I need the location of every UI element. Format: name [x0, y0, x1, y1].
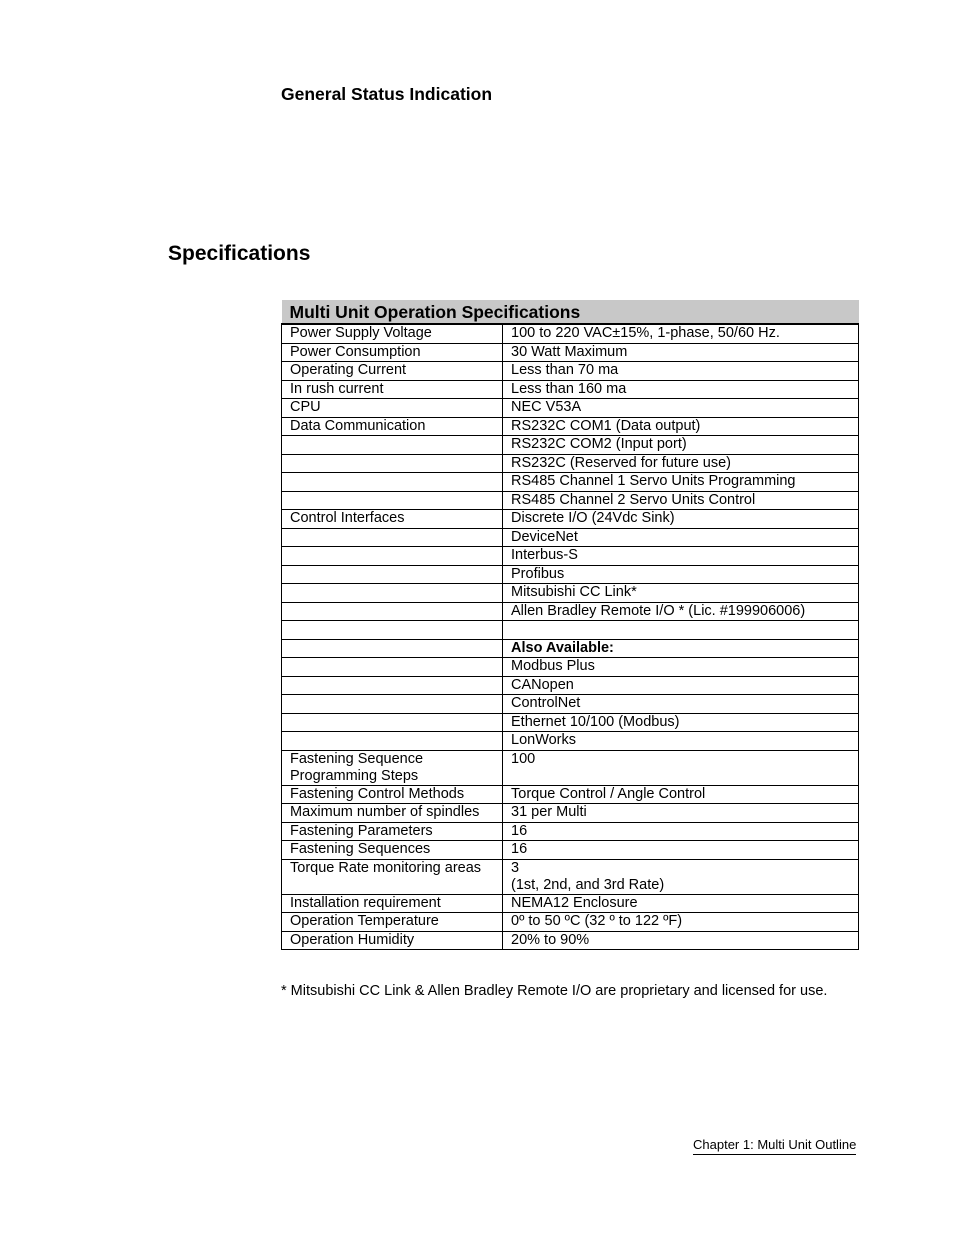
spec-value: RS232C COM1 (Data output) — [503, 417, 859, 436]
spec-label — [282, 658, 503, 677]
table-row — [282, 621, 859, 640]
spec-label: Maximum number of spindles — [282, 804, 503, 823]
spec-value-line: (1st, 2nd, and 3rd Rate) — [511, 876, 665, 893]
spec-label — [282, 584, 503, 603]
table-row — [282, 436, 859, 455]
table-row — [282, 931, 859, 950]
spec-label — [282, 528, 503, 547]
spec-value: 16 — [503, 822, 859, 841]
spec-label: In rush current — [282, 380, 503, 399]
table-row — [282, 565, 859, 584]
table-body — [282, 324, 859, 950]
spec-label: Power Consumption — [282, 343, 503, 362]
table-row — [282, 510, 859, 529]
spec-label: Operating Current — [282, 362, 503, 381]
section-heading-specifications: Specifications — [168, 242, 311, 265]
table-row — [282, 602, 859, 621]
spec-value: 30 Watt Maximum — [503, 343, 859, 362]
spec-value: 100 — [503, 750, 859, 785]
spec-value: Allen Bradley Remote I/O * (Lic. #199906006) — [503, 602, 859, 621]
spec-label: Fastening Parameters — [282, 822, 503, 841]
spec-label — [282, 732, 503, 751]
spec-value: Also Available: — [503, 639, 859, 658]
table-row — [282, 785, 859, 804]
table-row — [282, 841, 859, 860]
spec-label: Torque Rate monitoring areas — [282, 859, 503, 894]
table-row — [282, 380, 859, 399]
spec-value: LonWorks — [503, 732, 859, 751]
spec-value: NEMA12 Enclosure — [503, 894, 859, 913]
table-row — [282, 804, 859, 823]
spec-label — [282, 491, 503, 510]
spec-value: Ethernet 10/100 (Modbus) — [503, 713, 859, 732]
spec-label — [282, 639, 503, 658]
spec-value: 20% to 90% — [503, 931, 859, 950]
spec-value-line: 3 — [511, 859, 520, 876]
spec-label: Operation Temperature — [282, 913, 503, 932]
table-row — [282, 658, 859, 677]
spec-value — [503, 859, 859, 894]
spec-label: CPU — [282, 399, 503, 418]
spec-label: Fastening Sequences — [282, 841, 503, 860]
spec-label: Installation requirement — [282, 894, 503, 913]
spec-label — [282, 713, 503, 732]
spec-label — [282, 436, 503, 455]
spec-label: Data Communication — [282, 417, 503, 436]
page-footer: Chapter 1: Multi Unit Outline — [693, 1137, 856, 1155]
spec-value: Mitsubishi CC Link* — [503, 584, 859, 603]
spec-value — [503, 621, 859, 640]
table-row — [282, 639, 859, 658]
table-row — [282, 399, 859, 418]
spec-value: ControlNet — [503, 695, 859, 714]
spec-value: Less than 70 ma — [503, 362, 859, 381]
table-row — [282, 676, 859, 695]
spec-value: RS485 Channel 1 Servo Units Programming — [503, 473, 859, 492]
spec-value: Discrete I/O (24Vdc Sink) — [503, 510, 859, 529]
spec-label: Operation Humidity — [282, 931, 503, 950]
spec-label: Fastening Sequence Programming Steps — [282, 750, 503, 785]
spec-label — [282, 473, 503, 492]
table-row — [282, 894, 859, 913]
footnote: * Mitsubishi CC Link & Allen Bradley Remote I/O are proprietary and licensed for use. — [281, 983, 828, 999]
spec-value: Torque Control / Angle Control — [503, 785, 859, 804]
spec-value: RS485 Channel 2 Servo Units Control — [503, 491, 859, 510]
table-row — [282, 491, 859, 510]
table-title: Multi Unit Operation Specifications — [282, 300, 859, 324]
spec-label: Power Supply Voltage — [282, 324, 503, 343]
spec-value: Interbus-S — [503, 547, 859, 566]
table-row — [282, 362, 859, 381]
spec-value: RS232C (Reserved for future use) — [503, 454, 859, 473]
table-row — [282, 584, 859, 603]
table-row — [282, 732, 859, 751]
spec-value: 16 — [503, 841, 859, 860]
spec-label — [282, 454, 503, 473]
spec-value: Profibus — [503, 565, 859, 584]
table-row — [282, 454, 859, 473]
table-row — [282, 343, 859, 362]
spec-label — [282, 565, 503, 584]
spec-value: Less than 160 ma — [503, 380, 859, 399]
table-row — [282, 822, 859, 841]
table-row — [282, 528, 859, 547]
spec-value: NEC V53A — [503, 399, 859, 418]
table-row — [282, 547, 859, 566]
spec-label — [282, 547, 503, 566]
spec-value: CANopen — [503, 676, 859, 695]
spec-value: Modbus Plus — [503, 658, 859, 677]
spec-label — [282, 695, 503, 714]
spec-label: Control Interfaces — [282, 510, 503, 529]
table-row — [282, 324, 859, 343]
specifications-table — [281, 300, 859, 950]
spec-label — [282, 602, 503, 621]
spec-label: Fastening Control Methods — [282, 785, 503, 804]
spec-label — [282, 621, 503, 640]
table-row — [282, 417, 859, 436]
spec-label — [282, 676, 503, 695]
table-row — [282, 473, 859, 492]
spec-value: 100 to 220 VAC±15%, 1-phase, 50/60 Hz. — [503, 324, 859, 343]
table-row — [282, 859, 859, 894]
spec-value: RS232C COM2 (Input port) — [503, 436, 859, 455]
table-row — [282, 695, 859, 714]
spec-value: 31 per Multi — [503, 804, 859, 823]
table-row — [282, 750, 859, 785]
table-row — [282, 913, 859, 932]
section-heading-status: General Status Indication — [281, 84, 493, 104]
spec-value: DeviceNet — [503, 528, 859, 547]
table-row — [282, 713, 859, 732]
spec-value: 0º to 50 ºC (32 º to 122 ºF) — [503, 913, 859, 932]
